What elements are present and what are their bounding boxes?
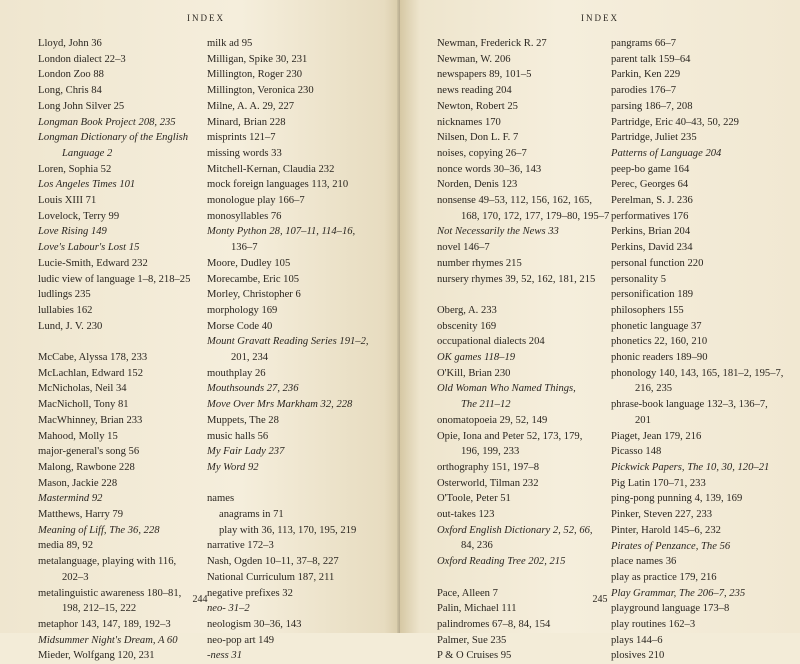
entry-spacer <box>207 476 387 492</box>
index-entry: Oxford English Dictionary 2, 52, 66, <box>437 524 593 536</box>
index-entry: Opie, Iona and Peter 52, 173, 179, <box>437 430 583 442</box>
index-entry: metalinguistic awareness 180–81, <box>38 587 182 599</box>
index-entry: Not Necessarily the News 33 <box>437 226 559 238</box>
index-entry: Milligan, Spike 30, 231 <box>207 53 308 65</box>
index-entry: Pickwick Papers, The 10, 30, 120–21 <box>611 461 770 473</box>
index-entry: McLachlan, Edward 152 <box>38 367 144 379</box>
index-entry: phonetic language 37 <box>611 320 702 332</box>
index-entry: Long, Chris 84 <box>38 85 102 97</box>
index-entry: My Fair Lady 237 <box>207 446 285 458</box>
index-entry: Mieder, Wolfgang 120, 231 <box>38 650 155 662</box>
index-entry: Partridge, Eric 40–43, 50, 229 <box>611 116 739 128</box>
index-entry: newspapers 89, 101–5 <box>437 69 532 81</box>
index-entry: playground language 173–8 <box>611 603 730 615</box>
index-entry: Pinker, Steven 227, 233 <box>611 509 713 521</box>
index-entry: Play Grammar, The 206–7, 235 <box>611 587 746 599</box>
index-entry: Pinter, Harold 145–6, 232 <box>611 524 721 536</box>
index-entry: parent talk 159–64 <box>611 53 691 65</box>
index-entry: Malong, Rawbone 228 <box>38 461 135 473</box>
index-entry: Loren, Sophia 52 <box>38 163 112 175</box>
index-entry: personal function 220 <box>611 257 704 269</box>
index-entry: Longman Dictionary of the English <box>38 132 189 144</box>
index-entry-continuation: 201 <box>635 414 651 426</box>
index-entry: MacNicholl, Tony 81 <box>38 399 129 411</box>
index-entry: Millington, Roger 230 <box>207 69 303 81</box>
entry-spacer <box>437 287 609 303</box>
index-entry: place names 36 <box>611 556 677 568</box>
page-number: 244 <box>192 594 208 605</box>
index-entry: peep-bo game 164 <box>611 163 690 175</box>
index-entry: Palmer, Sue 235 <box>437 634 507 646</box>
index-entry: Mouthsounds 27, 236 <box>207 383 299 395</box>
index-entry: Mastermind 92 <box>38 493 103 505</box>
index-entry: Newton, Robert 25 <box>437 100 518 112</box>
index-entry: misprints 121–7 <box>207 132 276 144</box>
index-entry: number rhymes 215 <box>437 257 522 269</box>
index-entry: onomatopoeia 29, 52, 149 <box>437 414 548 426</box>
index-entry: neologism 30–36, 143 <box>207 619 302 630</box>
index-entry: plays 144–6 <box>611 634 663 646</box>
index-entry: play routines 162–3 <box>611 619 696 631</box>
index-entry-continuation: Language 2 <box>62 147 113 159</box>
index-entry: Perkins, David 234 <box>611 242 693 254</box>
index-entry: personality 5 <box>611 273 667 285</box>
index-entry-continuation: 84, 236 <box>461 540 493 552</box>
index-column <box>207 36 387 664</box>
index-entry: Perkins, Brian 204 <box>611 226 691 238</box>
index-entry: phonetics 22, 160, 210 <box>611 336 708 348</box>
index-entry: Love Rising 149 <box>38 226 107 238</box>
index-entry: Mason, Jackie 228 <box>38 477 118 489</box>
index-entry-continuation: 168, 170, 172, 177, 179–80, 195–7 <box>461 210 610 222</box>
index-entry: personification 189 <box>611 289 694 301</box>
index-entry: Nash, Ogden 10–11, 37–8, 227 <box>207 556 339 568</box>
index-entry: novel 146–7 <box>437 242 490 254</box>
running-head: INDEX <box>187 13 225 23</box>
index-entry-continuation: 216, 235 <box>635 383 673 395</box>
index-entry: London dialect 22–3 <box>38 53 126 65</box>
index-entry: Lloyd, John 36 <box>38 38 102 49</box>
index-entry-continuation: The 211–12 <box>461 399 511 411</box>
index-column <box>437 36 609 664</box>
index-entry: Pig Latin 170–71, 233 <box>611 477 706 489</box>
index-entry: news reading 204 <box>437 85 512 97</box>
index-entry: Louis XIII 71 <box>38 195 97 207</box>
index-entry: obscenity 169 <box>437 320 497 332</box>
index-entry: O'Toole, Peter 51 <box>437 493 511 505</box>
index-entry: orthography 151, 197–8 <box>437 461 540 473</box>
index-entry: Pirates of Penzance, The 56 <box>611 540 731 552</box>
index-entry: performatives 176 <box>611 210 689 222</box>
index-entry: Newman, W. 206 <box>437 53 511 65</box>
index-entry: narrative 172–3 <box>207 540 274 552</box>
index-entry: Meaning of Liff, The 36, 228 <box>38 524 160 536</box>
index-entry: MacWhinney, Brian 233 <box>38 414 143 426</box>
index-entry: Palin, Michael 111 <box>437 603 517 615</box>
index-entry: Long John Silver 25 <box>38 100 125 112</box>
index-entry-continuation: 202–3 <box>62 571 89 583</box>
index-entry: music halls 56 <box>207 430 269 442</box>
index-entry: Nilsen, Don L. F. 7 <box>437 132 519 144</box>
index-entry: Perelman, S. J. 236 <box>611 195 693 207</box>
index-entry: milk ad 95 <box>207 38 253 49</box>
index-entry: Parkin, Ken 229 <box>611 69 681 81</box>
entry-spacer <box>38 334 203 350</box>
index-entry: names <box>207 493 235 505</box>
index-entry: philosophers 155 <box>611 304 684 316</box>
running-head: INDEX <box>581 13 619 23</box>
index-entry: nursery rhymes 39, 52, 162, 181, 215 <box>437 273 596 285</box>
index-entry: noises, copying 26–7 <box>437 147 527 159</box>
index-entry: Piaget, Jean 179, 216 <box>611 430 702 442</box>
index-entry: metalanguage, playing with 116, <box>38 556 177 568</box>
index-entry: OK games 118–19 <box>437 352 516 364</box>
index-entry: ludlings 235 <box>38 289 91 301</box>
index-entry: nicknames 170 <box>437 116 501 128</box>
index-entry: phonic readers 189–90 <box>611 352 708 364</box>
index-entry: Moore, Dudley 105 <box>207 257 291 269</box>
index-entry: ludic view of language 1–8, 218–25 <box>38 273 191 285</box>
index-entry: metaphor 143, 147, 189, 192–3 <box>38 619 171 630</box>
index-entry: Norden, Denis 123 <box>437 179 518 191</box>
index-entry: Lund, J. V. 230 <box>38 320 103 332</box>
index-entry: pangrams 66–7 <box>611 38 677 49</box>
index-entry: Minard, Brian 228 <box>207 116 286 128</box>
index-entry: missing words 33 <box>207 147 282 159</box>
index-entry: Matthews, Harry 79 <box>38 509 124 521</box>
index-entry: play as practice 179, 216 <box>611 571 717 583</box>
index-entry: mouthplay 26 <box>207 367 266 379</box>
index-entry: palindromes 67–8, 84, 154 <box>437 618 551 630</box>
index-entry: Lovelock, Terry 99 <box>38 210 120 222</box>
index-entry: Muppets, The 28 <box>207 414 279 426</box>
index-entry-continuation: 198, 212–15, 222 <box>62 603 137 615</box>
index-entry-continuation: 196, 199, 233 <box>461 446 520 458</box>
right-page <box>400 0 800 662</box>
index-entry: parodies 176–7 <box>611 85 677 97</box>
index-entry: nonsense 49–53, 112, 156, 162, 165, <box>437 195 592 207</box>
index-entry: Lucie-Smith, Edward 232 <box>38 257 148 269</box>
index-entry: Morse Code 40 <box>207 320 273 332</box>
index-entry: Longman Book Project 208, 235 <box>38 116 176 128</box>
index-entry-continuation: 201, 234 <box>231 352 269 364</box>
index-entry: monologue play 166–7 <box>207 195 305 207</box>
index-entry: My Word 92 <box>207 461 259 473</box>
index-entry: P & O Cruises 95 <box>437 650 512 662</box>
index-entry: Oxford Reading Tree 202, 215 <box>437 556 566 568</box>
index-entry: Monty Python 28, 107–11, 114–16, <box>207 226 356 238</box>
index-entry: Los Angeles Times 101 <box>38 179 136 191</box>
index-entry: Millington, Veronica 230 <box>207 85 314 97</box>
index-entry: Midsummer Night's Dream, A 60 <box>38 634 178 646</box>
index-subentry: anagrams in 71 <box>219 509 284 521</box>
index-entry: Old Woman Who Named Things, <box>437 383 576 395</box>
entry-spacer <box>437 570 609 586</box>
index-entry: media 89, 92 <box>38 540 94 552</box>
index-entry: Osterworld, Tilman 232 <box>437 477 539 489</box>
index-entry: mock foreign languages 113, 210 <box>207 179 349 191</box>
index-entry: ping-pong punning 4, 139, 169 <box>611 493 743 505</box>
index-entry: Move Over Mrs Markham 32, 228 <box>207 399 353 411</box>
index-entry: phonology 140, 143, 165, 181–2, 195–7, <box>611 367 784 379</box>
index-entry: Mount Gravatt Reading Series 191–2, <box>207 336 369 348</box>
index-entry: Picasso 148 <box>611 446 662 458</box>
index-entry: Mitchell-Kernan, Claudia 232 <box>207 163 335 175</box>
index-entry: Milne, A. A. 29, 227 <box>207 100 295 112</box>
index-entry: McNicholas, Neil 34 <box>38 383 127 395</box>
index-entry: Morley, Christopher 6 <box>207 289 301 301</box>
index-entry: Mahood, Molly 15 <box>38 430 118 442</box>
index-entry: Partridge, Juliet 235 <box>611 132 697 144</box>
index-entry: Pace, Alleen 7 <box>437 587 498 599</box>
index-entry: Love's Labour's Lost 15 <box>38 242 140 254</box>
index-entry: O'Kill, Brian 230 <box>437 367 511 379</box>
index-entry: Perec, Georges 64 <box>611 179 689 191</box>
index-entry: occupational dialects 204 <box>437 336 545 348</box>
index-column <box>611 36 791 664</box>
index-column <box>38 36 203 664</box>
index-entry: National Curriculum 187, 211 <box>207 571 335 583</box>
index-entry: neo- 31–2 <box>207 603 250 615</box>
index-subentry: play with 36, 113, 170, 195, 219 <box>219 524 357 536</box>
index-entry: Oberg, A. 233 <box>437 304 497 316</box>
index-entry: London Zoo 88 <box>38 69 104 81</box>
index-entry: neo-pop art 149 <box>207 634 275 646</box>
index-entry: nonce words 30–36, 143 <box>437 163 542 175</box>
index-entry: McCabe, Alyssa 178, 233 <box>38 352 148 364</box>
index-entry: morphology 169 <box>207 304 278 316</box>
index-entry: lullabies 162 <box>38 304 93 316</box>
index-entry: parsing 186–7, 208 <box>611 100 693 112</box>
index-entry: negative prefixes 32 <box>207 587 293 599</box>
index-entry: out-takes 123 <box>437 509 495 521</box>
index-entry: Patterns of Language 204 <box>611 147 722 159</box>
left-page <box>0 0 400 662</box>
index-entry: major-general's song 56 <box>38 446 140 458</box>
index-entry: -ness 31 <box>207 650 243 662</box>
index-entry-continuation: 136–7 <box>231 242 258 254</box>
index-entry: Morecambe, Eric 105 <box>207 273 300 285</box>
page-number: 245 <box>592 594 608 605</box>
index-entry: monosyllables 76 <box>207 210 282 222</box>
index-entry: phrase-book language 132–3, 136–7, <box>611 399 768 411</box>
index-entry: Newman, Frederick R. 27 <box>437 38 547 49</box>
index-entry: plosives 210 <box>611 650 665 662</box>
